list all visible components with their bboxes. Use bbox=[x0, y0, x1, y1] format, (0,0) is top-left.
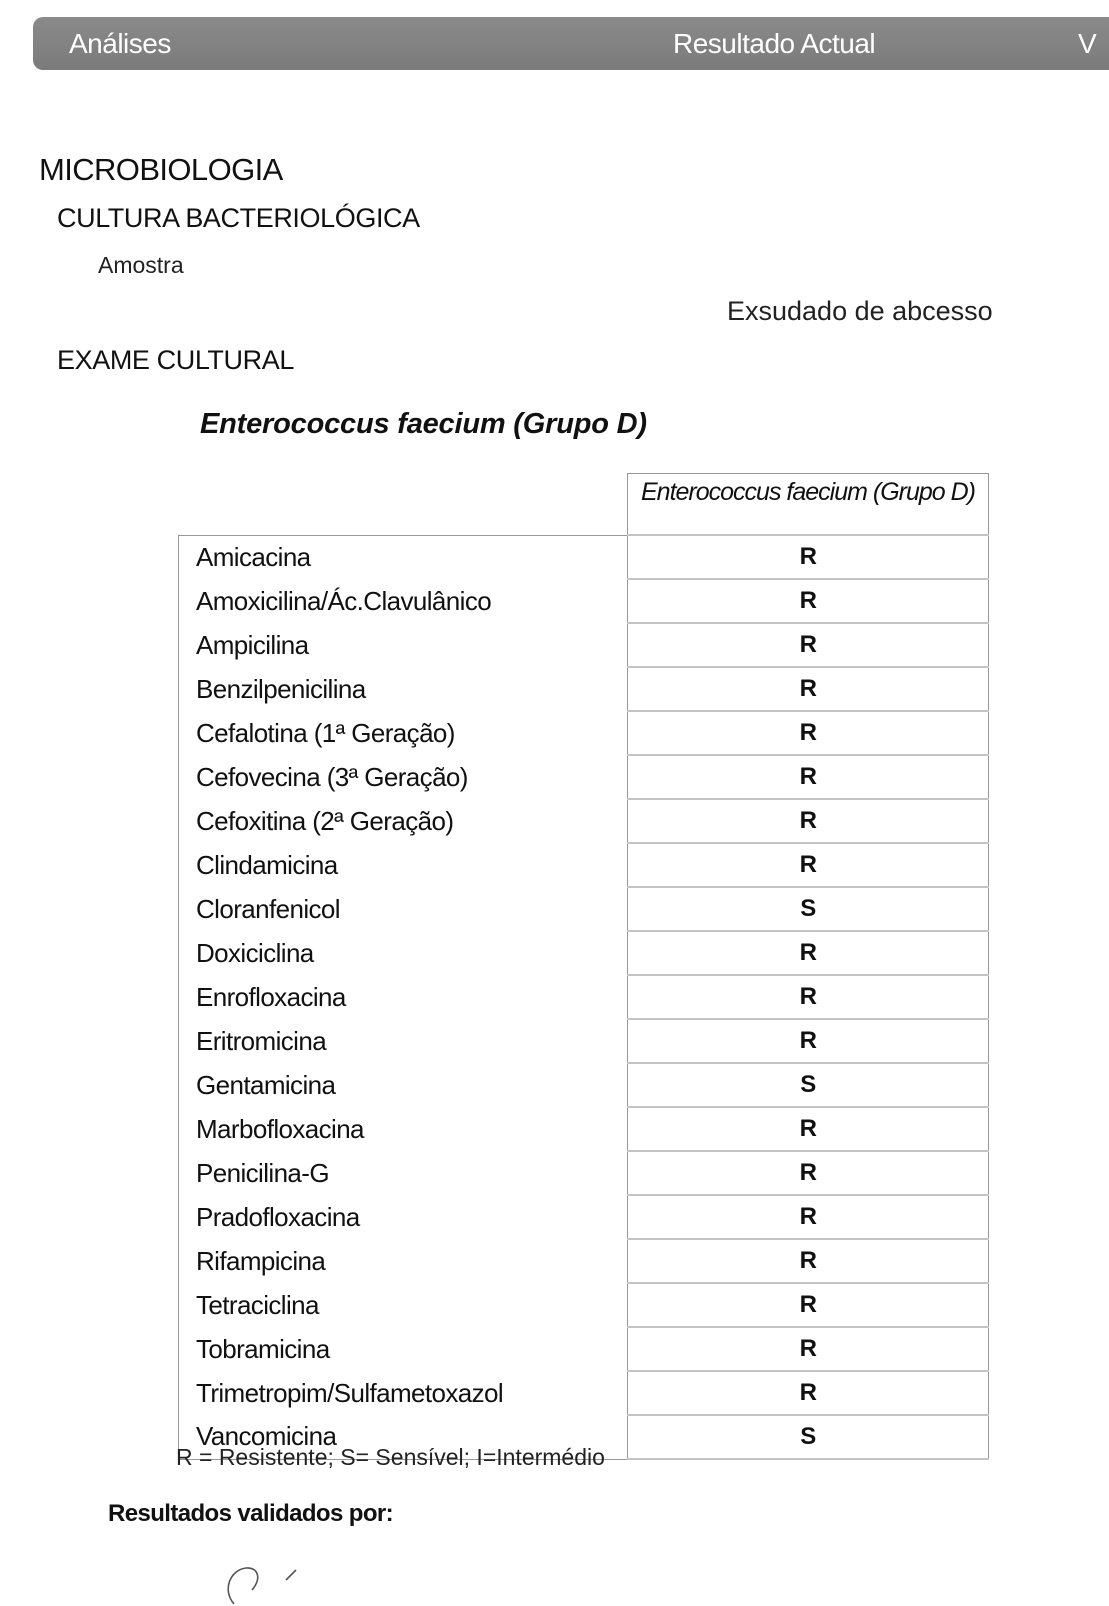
antibiotic-name: Amicacina bbox=[179, 535, 628, 579]
table-row bbox=[179, 1151, 989, 1195]
antibiotic-name: Rifampicina bbox=[179, 1239, 628, 1283]
table-header-organism: Enterococcus faecium (Grupo D) bbox=[628, 474, 989, 536]
organism-name: Enterococcus faecium (Grupo D) bbox=[200, 408, 647, 440]
antibiotic-name: Trimetropim/Sulfametoxazol bbox=[179, 1371, 628, 1415]
table-row bbox=[179, 843, 989, 887]
antibiotic-name: Ampicilina bbox=[179, 623, 628, 667]
antibiotic-name: Marbofloxacina bbox=[179, 1107, 628, 1151]
antibiotic-name: Gentamicina bbox=[179, 1063, 628, 1107]
table-header-blank bbox=[179, 474, 628, 536]
antibiotic-name: Eritromicina bbox=[179, 1019, 628, 1063]
table-row bbox=[179, 579, 989, 623]
table-row bbox=[179, 931, 989, 975]
susceptibility-result: R bbox=[628, 1107, 989, 1151]
header-resultado-actual: Resultado Actual bbox=[673, 28, 876, 59]
table-row bbox=[179, 623, 989, 667]
susceptibility-result: R bbox=[628, 535, 989, 579]
susceptibility-result: R bbox=[628, 1151, 989, 1195]
antibiotic-name: Tetraciclina bbox=[179, 1283, 628, 1327]
table-row bbox=[179, 1107, 989, 1151]
table-row bbox=[179, 755, 989, 799]
susceptibility-result: R bbox=[628, 1019, 989, 1063]
susceptibility-result: R bbox=[628, 623, 989, 667]
table-row bbox=[179, 711, 989, 755]
susceptibility-result: R bbox=[628, 799, 989, 843]
table-row bbox=[179, 1063, 989, 1107]
susceptibility-result: R bbox=[628, 843, 989, 887]
susceptibility-result: R bbox=[628, 931, 989, 975]
signature-mark bbox=[200, 1556, 380, 1606]
susceptibility-result: R bbox=[628, 1327, 989, 1371]
antibiotic-name: Benzilpenicilina bbox=[179, 667, 628, 711]
table-row bbox=[179, 1283, 989, 1327]
subsection-title: CULTURA BACTERIOLÓGICA bbox=[57, 203, 420, 233]
antibiotic-name: Penicilina-G bbox=[179, 1151, 628, 1195]
antibiotic-name: Tobramicina bbox=[179, 1327, 628, 1371]
antibiotic-name: Pradofloxacina bbox=[179, 1195, 628, 1239]
susceptibility-result: S bbox=[628, 1415, 989, 1459]
susceptibility-result: R bbox=[628, 975, 989, 1019]
antibiogram-rows bbox=[179, 535, 989, 1459]
antibiogram-table bbox=[178, 473, 989, 1460]
table-row bbox=[179, 975, 989, 1019]
table-row bbox=[179, 1327, 989, 1371]
susceptibility-result: R bbox=[628, 711, 989, 755]
table-row bbox=[179, 1371, 989, 1415]
table-row bbox=[179, 1239, 989, 1283]
antibiotic-name: Enrofloxacina bbox=[179, 975, 628, 1019]
susceptibility-result: R bbox=[628, 1371, 989, 1415]
table-row bbox=[179, 1195, 989, 1239]
header-analises: Análises bbox=[69, 28, 171, 59]
susceptibility-result: R bbox=[628, 1195, 989, 1239]
susceptibility-result: R bbox=[628, 667, 989, 711]
antibiotic-name: Amoxicilina/Ác.Clavulânico bbox=[179, 579, 628, 623]
antibiotic-name: Clindamicina bbox=[179, 843, 628, 887]
validated-by-label: Resultados validados por: bbox=[108, 1500, 394, 1527]
section-title: MICROBIOLOGIA bbox=[39, 152, 283, 187]
table-row bbox=[179, 1019, 989, 1063]
susceptibility-result: S bbox=[628, 887, 989, 931]
antibiotic-name: Doxiciclina bbox=[179, 931, 628, 975]
report-header-bar bbox=[33, 17, 1109, 70]
antibiotic-name: Cefalotina (1ª Geração) bbox=[179, 711, 628, 755]
susceptibility-result: R bbox=[628, 1283, 989, 1327]
susceptibility-result: R bbox=[628, 1239, 989, 1283]
antibiotic-name: Cefovecina (3ª Geração) bbox=[179, 755, 628, 799]
table-row bbox=[179, 887, 989, 931]
table-row bbox=[179, 667, 989, 711]
header-truncated-column: V bbox=[1078, 28, 1097, 59]
antibiotic-name: Vancomicina bbox=[179, 1415, 628, 1459]
result-legend: R = Resistente; S= Sensível; I=Intermédio bbox=[176, 1444, 605, 1470]
sample-label: Amostra bbox=[98, 252, 184, 278]
susceptibility-result: R bbox=[628, 579, 989, 623]
sample-value: Exsudado de abcesso bbox=[727, 296, 993, 326]
table-row bbox=[179, 535, 989, 579]
susceptibility-result: R bbox=[628, 755, 989, 799]
antibiotic-name: Cefoxitina (2ª Geração) bbox=[179, 799, 628, 843]
antibiotic-name: Cloranfenicol bbox=[179, 887, 628, 931]
susceptibility-result: S bbox=[628, 1063, 989, 1107]
table-row bbox=[179, 799, 989, 843]
exam-title: EXAME CULTURAL bbox=[57, 345, 294, 375]
